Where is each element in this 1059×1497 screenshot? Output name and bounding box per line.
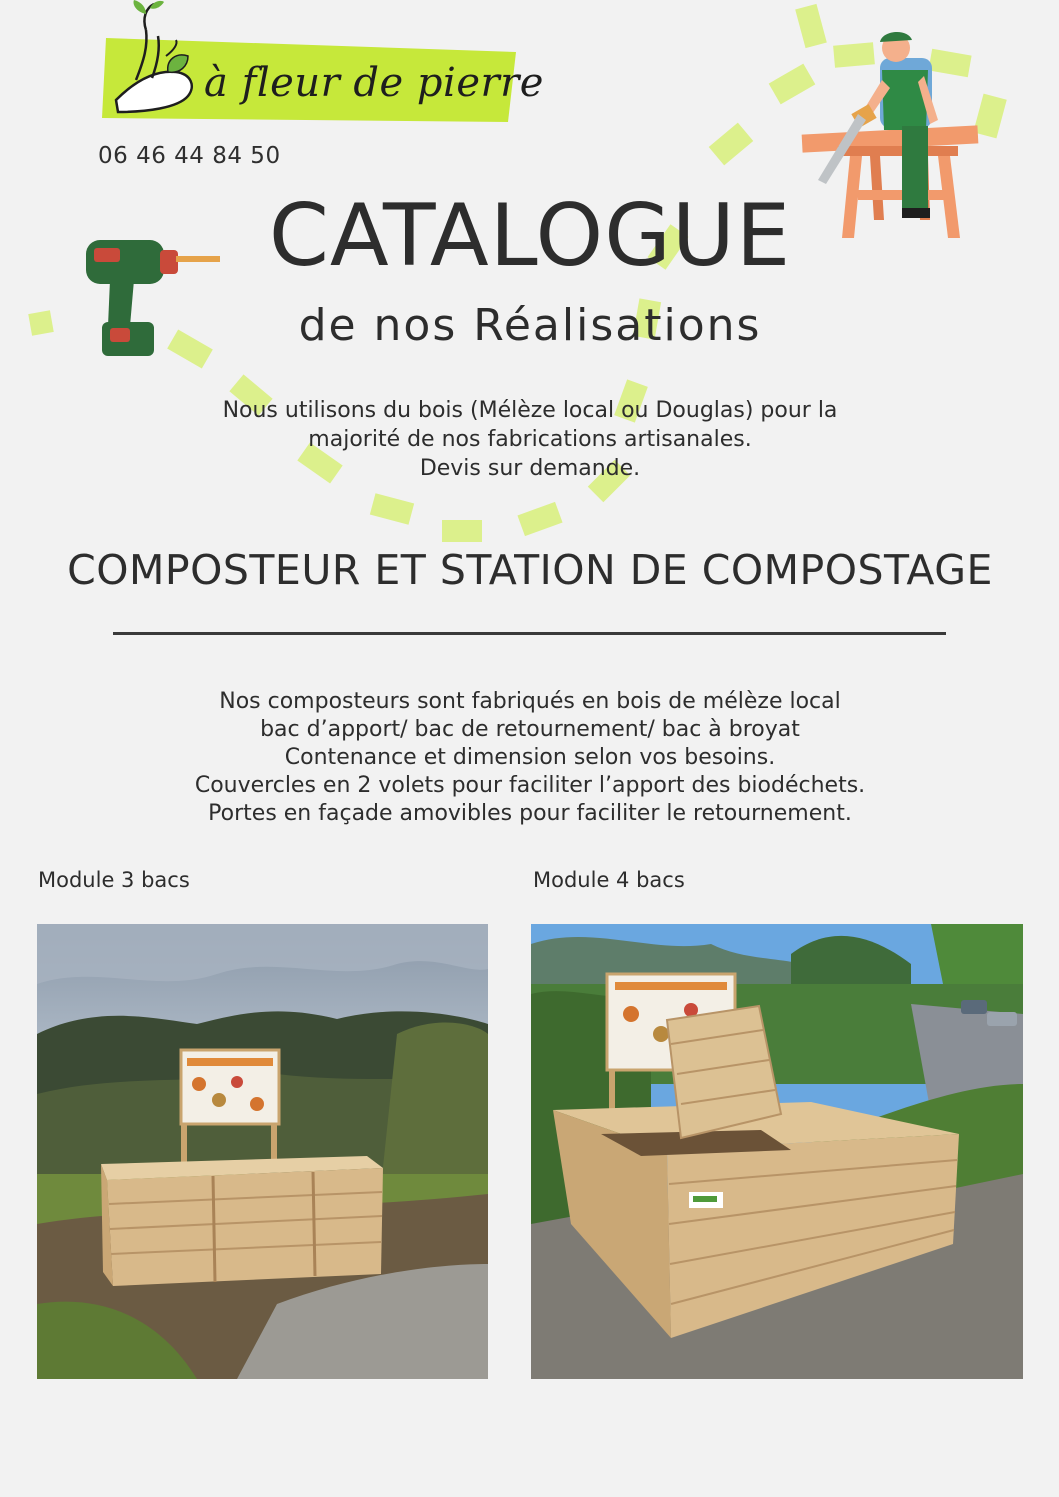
description-line: Portes en façade amovibles pour faciliter le retournement. (208, 801, 852, 826)
intro-line: Nous utilisons du bois (Mélèze local ou Douglas) pour la (222, 398, 838, 423)
compost-4-bins-photo (531, 924, 1023, 1379)
description-line: Couvercles en 2 volets pour faciliter l’apport des biodéchets. (194, 773, 866, 798)
description-line: Nos composteurs sont fabriqués en bois de mélèze local (219, 689, 841, 714)
caption-module-4: Module 4 bacs (533, 868, 685, 892)
logo-text: à fleur de pierre (204, 60, 544, 106)
page-title: CATALOGUE (268, 186, 792, 286)
description-line: Contenance et dimension selon vos besoins. (284, 745, 776, 770)
section-divider (113, 632, 946, 635)
intro-line: majorité de nos fabrications artisanales. (308, 427, 752, 452)
section-heading: COMPOSTEUR ET STATION DE COMPOSTAGE (67, 546, 993, 594)
intro-line: Devis sur demande. (419, 456, 641, 481)
phone-number: 06 46 44 84 50 (98, 143, 281, 169)
description-line: bac d’apport/ bac de retournement/ bac à broyat (260, 717, 800, 742)
compost-3-bins-photo (37, 924, 488, 1379)
section-description (100, 688, 960, 828)
brand-logo (96, 0, 544, 135)
caption-module-3: Module 3 bacs (38, 868, 190, 892)
drill-icon (80, 236, 225, 361)
page-subtitle: de nos Réalisations (298, 300, 762, 351)
intro-text (150, 396, 910, 483)
